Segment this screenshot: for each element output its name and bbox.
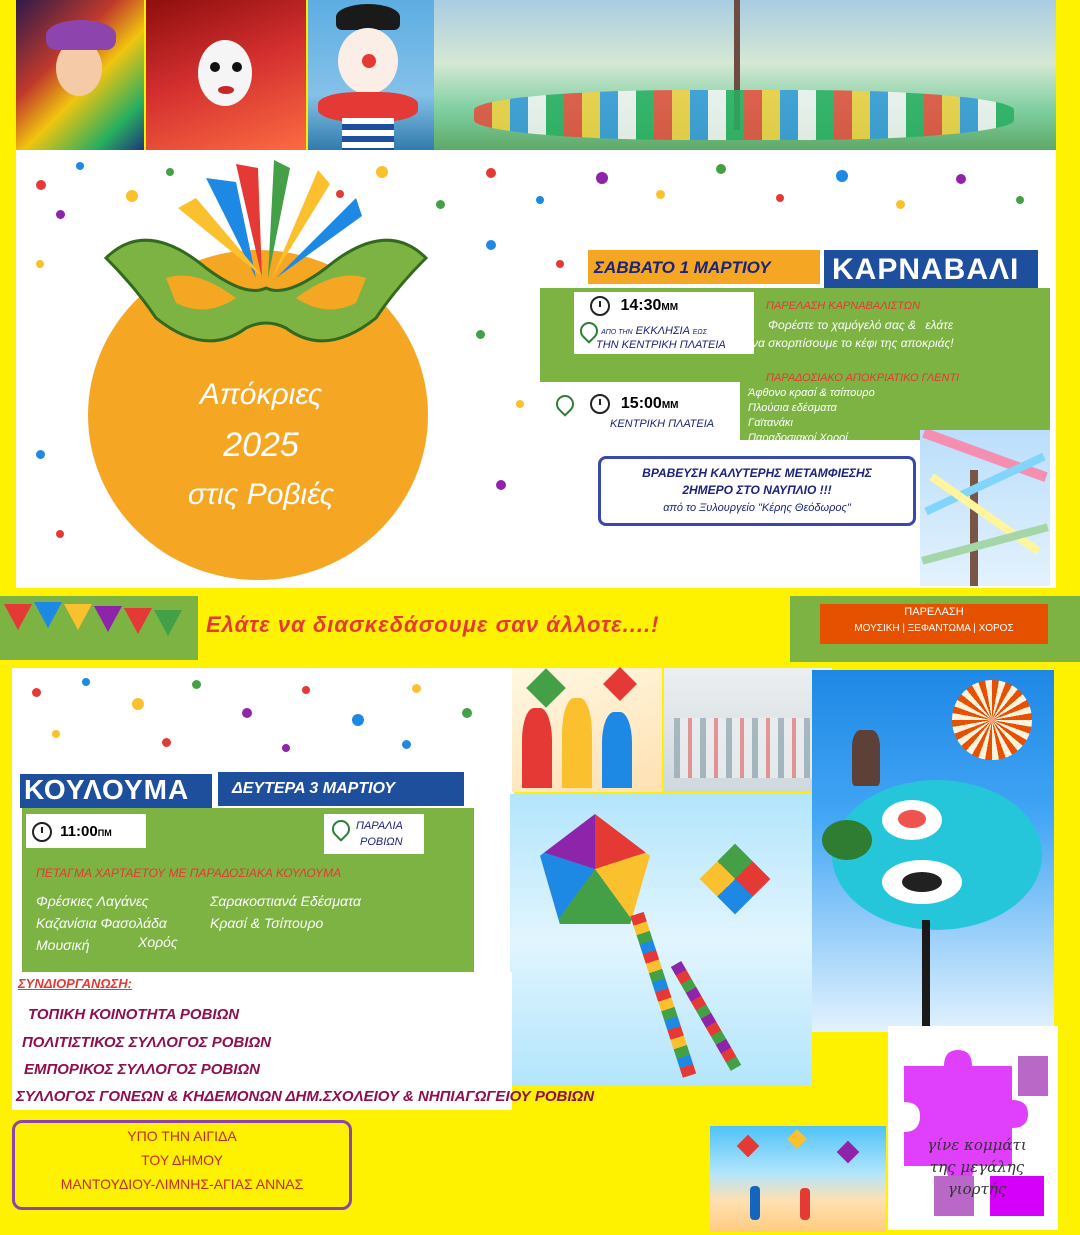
organizers-item: ΕΜΠΟΡΙΚΟΣ ΣΥΛΛΟΓΟΣ ΡΟΒΙΩΝ <box>24 1061 261 1078</box>
clock-icon <box>590 394 610 414</box>
banner-slogan: Ελάτε να διασκεδάσουμε σαν άλλοτε....! <box>206 612 660 637</box>
parade-sketch-painting <box>664 668 832 792</box>
monday-time-row <box>32 822 112 842</box>
event1-title: ΠΑΡΕΛΑΣΗ ΚΑΡΝΑΒΑΛΙΣΤΩΝ <box>766 300 921 312</box>
event2-title: ΠΑΡΑΔΟΣΙΑΚΟ ΑΠΟΚΡΙΑΤΙΚΟ ΓΛΕΝΤΙ <box>766 372 960 384</box>
monday-item: Κρασί & Τσίπουρο <box>210 915 324 931</box>
clock-icon <box>590 296 610 316</box>
award-line3: από το Ξυλουργείο "Κέρης Θεόδωρος" <box>663 502 851 514</box>
event2-time-row <box>556 394 679 414</box>
location-pin-icon <box>328 816 353 841</box>
organizers-heading: ΣΥΝΔΙΟΡΓΑΝΩΣΗ: <box>18 976 132 991</box>
maypole-image <box>920 430 1050 586</box>
monday-item: Φρέσκιες Λαγάνες <box>36 893 149 909</box>
event1-desc-line1 <box>768 318 953 332</box>
beach-kites-painting <box>710 1126 886 1232</box>
event1-time-suffix: ΜΜ <box>661 302 679 314</box>
event1-location <box>580 322 707 340</box>
monday-item: Καζανίσια Φασολάδα <box>36 915 167 931</box>
event2-location: ΚΕΝΤΡΙΚΗ ΠΛΑΤΕΙΑ <box>610 418 715 430</box>
hero-title-line3: στις Ροβιές <box>187 478 335 511</box>
clown-painting <box>308 0 434 158</box>
auspices-line2: ΤΟΥ ΔΗΜΟΥ <box>141 1152 223 1168</box>
pierrot-clown-painting <box>146 0 306 158</box>
event2-item: Γαϊτανάκι <box>748 417 793 429</box>
monday-panel <box>12 668 514 1014</box>
event1-desc-line1a: Φορέστε το χαμόγελό σας & <box>768 318 917 332</box>
monday-location-line1: ΠΑΡΑΛΙΑ <box>356 820 403 832</box>
puzzle-line3: γιορτής <box>947 1180 1007 1198</box>
header-image-strip <box>16 0 1056 158</box>
event1-location-line1: ΕΚΚΛΗΣΙΑ <box>635 324 690 337</box>
banner-left-bunting <box>0 596 198 660</box>
event2-time-suffix: ΜΜ <box>661 400 679 412</box>
monday-item: Σαρακοστιανά Εδέσματα <box>210 893 362 909</box>
event1-location-suffix: ΕΩΣ <box>692 328 707 336</box>
hero-title <box>126 370 396 520</box>
banner-right-line2: ΜΟΥΣΙΚΗ | ΞΕΦΑΝΤΩΜΑ | ΧΟΡΟΣ <box>854 623 1014 634</box>
event1-location-prefix: ΑΠΟ ΤΗΝ <box>601 328 633 336</box>
event1-desc-line2: να σκορπίσουμε το κέφι της αποκριάς! <box>752 336 954 350</box>
hero-title-line1: Απόκριες <box>199 378 323 411</box>
monday-item-dance: Χορός <box>138 934 178 950</box>
auspices-line3: ΜΑΝΤΟΥΔΙΟΥ-ΛΙΜΝΗΣ-ΑΓΙΑΣ ΑΝΝΑΣ <box>60 1176 304 1192</box>
kite-sky-painting <box>510 794 812 1086</box>
monday-time-suffix: ΠΜ <box>97 827 112 838</box>
kite-children-painting <box>512 668 662 792</box>
event2-item: Παραδοσιακοί Χοροί <box>748 432 848 444</box>
event2-time: 15:00 <box>620 395 662 413</box>
carnival-woman-painting <box>16 0 144 158</box>
monday-title: ΠΕΤΑΓΜΑ ΧΑΡΤΑΕΤΟΥ ΜΕ ΠΑΡΑΔΟΣΙΑΚΑ ΚΟΥΛΟΥΜΑ <box>36 866 342 880</box>
saturday-date: ΣΑΒΒΑΤΟ 1 ΜΑΡΤΙΟΥ <box>594 258 771 277</box>
auspices-line1: ΥΠΟ ΤΗΝ ΑΙΓΙΔΑ <box>127 1128 237 1144</box>
monday-location-line2: ΡΟΒΙΩΝ <box>360 836 403 848</box>
monday-item: Μουσική <box>36 937 90 953</box>
koulouma-heading: ΚΟΥΛΟΥΜΑ <box>24 774 190 805</box>
event1-time: 14:30 <box>620 297 662 315</box>
carnival-mask-icon <box>86 158 446 368</box>
maypole-dance-painting <box>434 0 1056 158</box>
monday-items-right <box>210 890 361 934</box>
organizers-item: ΤΟΠΙΚΗ ΚΟΙΝΟΤΗΤΑ ΡΟΒΙΩΝ <box>28 1006 240 1023</box>
saturday-panel <box>16 150 1056 588</box>
clean-monday-table-painting <box>812 670 1054 1032</box>
organizers-item: ΣΥΛΛΟΓΟΣ ΓΟΝΕΩΝ & ΚΗΔΕΜΟΝΩΝ ΔΗΜ.ΣΧΟΛΕΙΟΥ & ΝΗΠΙΑΓΩΓΕΙΟΥ ΡΟΒΙΩΝ <box>16 1088 595 1105</box>
hero-title-line2: 2025 <box>223 426 299 464</box>
puzzle-block <box>888 1026 1058 1230</box>
event2-items <box>748 386 875 446</box>
organizers-item: ΠΟΛΙΤΙΣΤΙΚΟΣ ΣΥΛΛΟΓΟΣ ΡΟΒΙΩΝ <box>22 1034 272 1051</box>
event2-item: Πλούσια εδέσματα <box>748 402 837 414</box>
event1-desc-line1b: ελάτε <box>925 318 953 332</box>
puzzle-line2: της μεγάλης <box>929 1158 1025 1176</box>
location-pin-icon <box>552 391 577 416</box>
monday-time: 11:00 <box>60 822 98 840</box>
event1-time-row <box>590 296 678 316</box>
event1-location-line2: ΤΗΝ ΚΕΝΤΡΙΚΗ ΠΛΑΤΕΙΑ <box>596 339 726 351</box>
banner-right-line1: ΠΑΡΕΛΑΣΗ <box>904 606 964 618</box>
monday-date: ΔΕΥΤΕΡΑ 3 ΜΑΡΤΙΟΥ <box>232 780 396 797</box>
banner <box>0 596 1080 666</box>
monday-location-pin <box>332 820 350 838</box>
puzzle-line1: γίνε κομμάτι <box>927 1136 1027 1154</box>
award-line1: ΒΡΑΒΕΥΣΗ ΚΑΛΥΤΕΡΗΣ ΜΕΤΑΜΦΙΕΣΗΣ <box>642 466 872 480</box>
karnavali-heading: ΚΑΡΝΑΒΑΛΙ <box>832 253 1020 286</box>
clock-icon <box>32 822 52 842</box>
event2-item: Άφθονο κρασί & τσίπουρο <box>748 387 875 399</box>
award-line2: 2ΗΜΕΡΟ ΣΤΟ ΝΑΥΠΛΙΟ !!! <box>682 483 832 497</box>
